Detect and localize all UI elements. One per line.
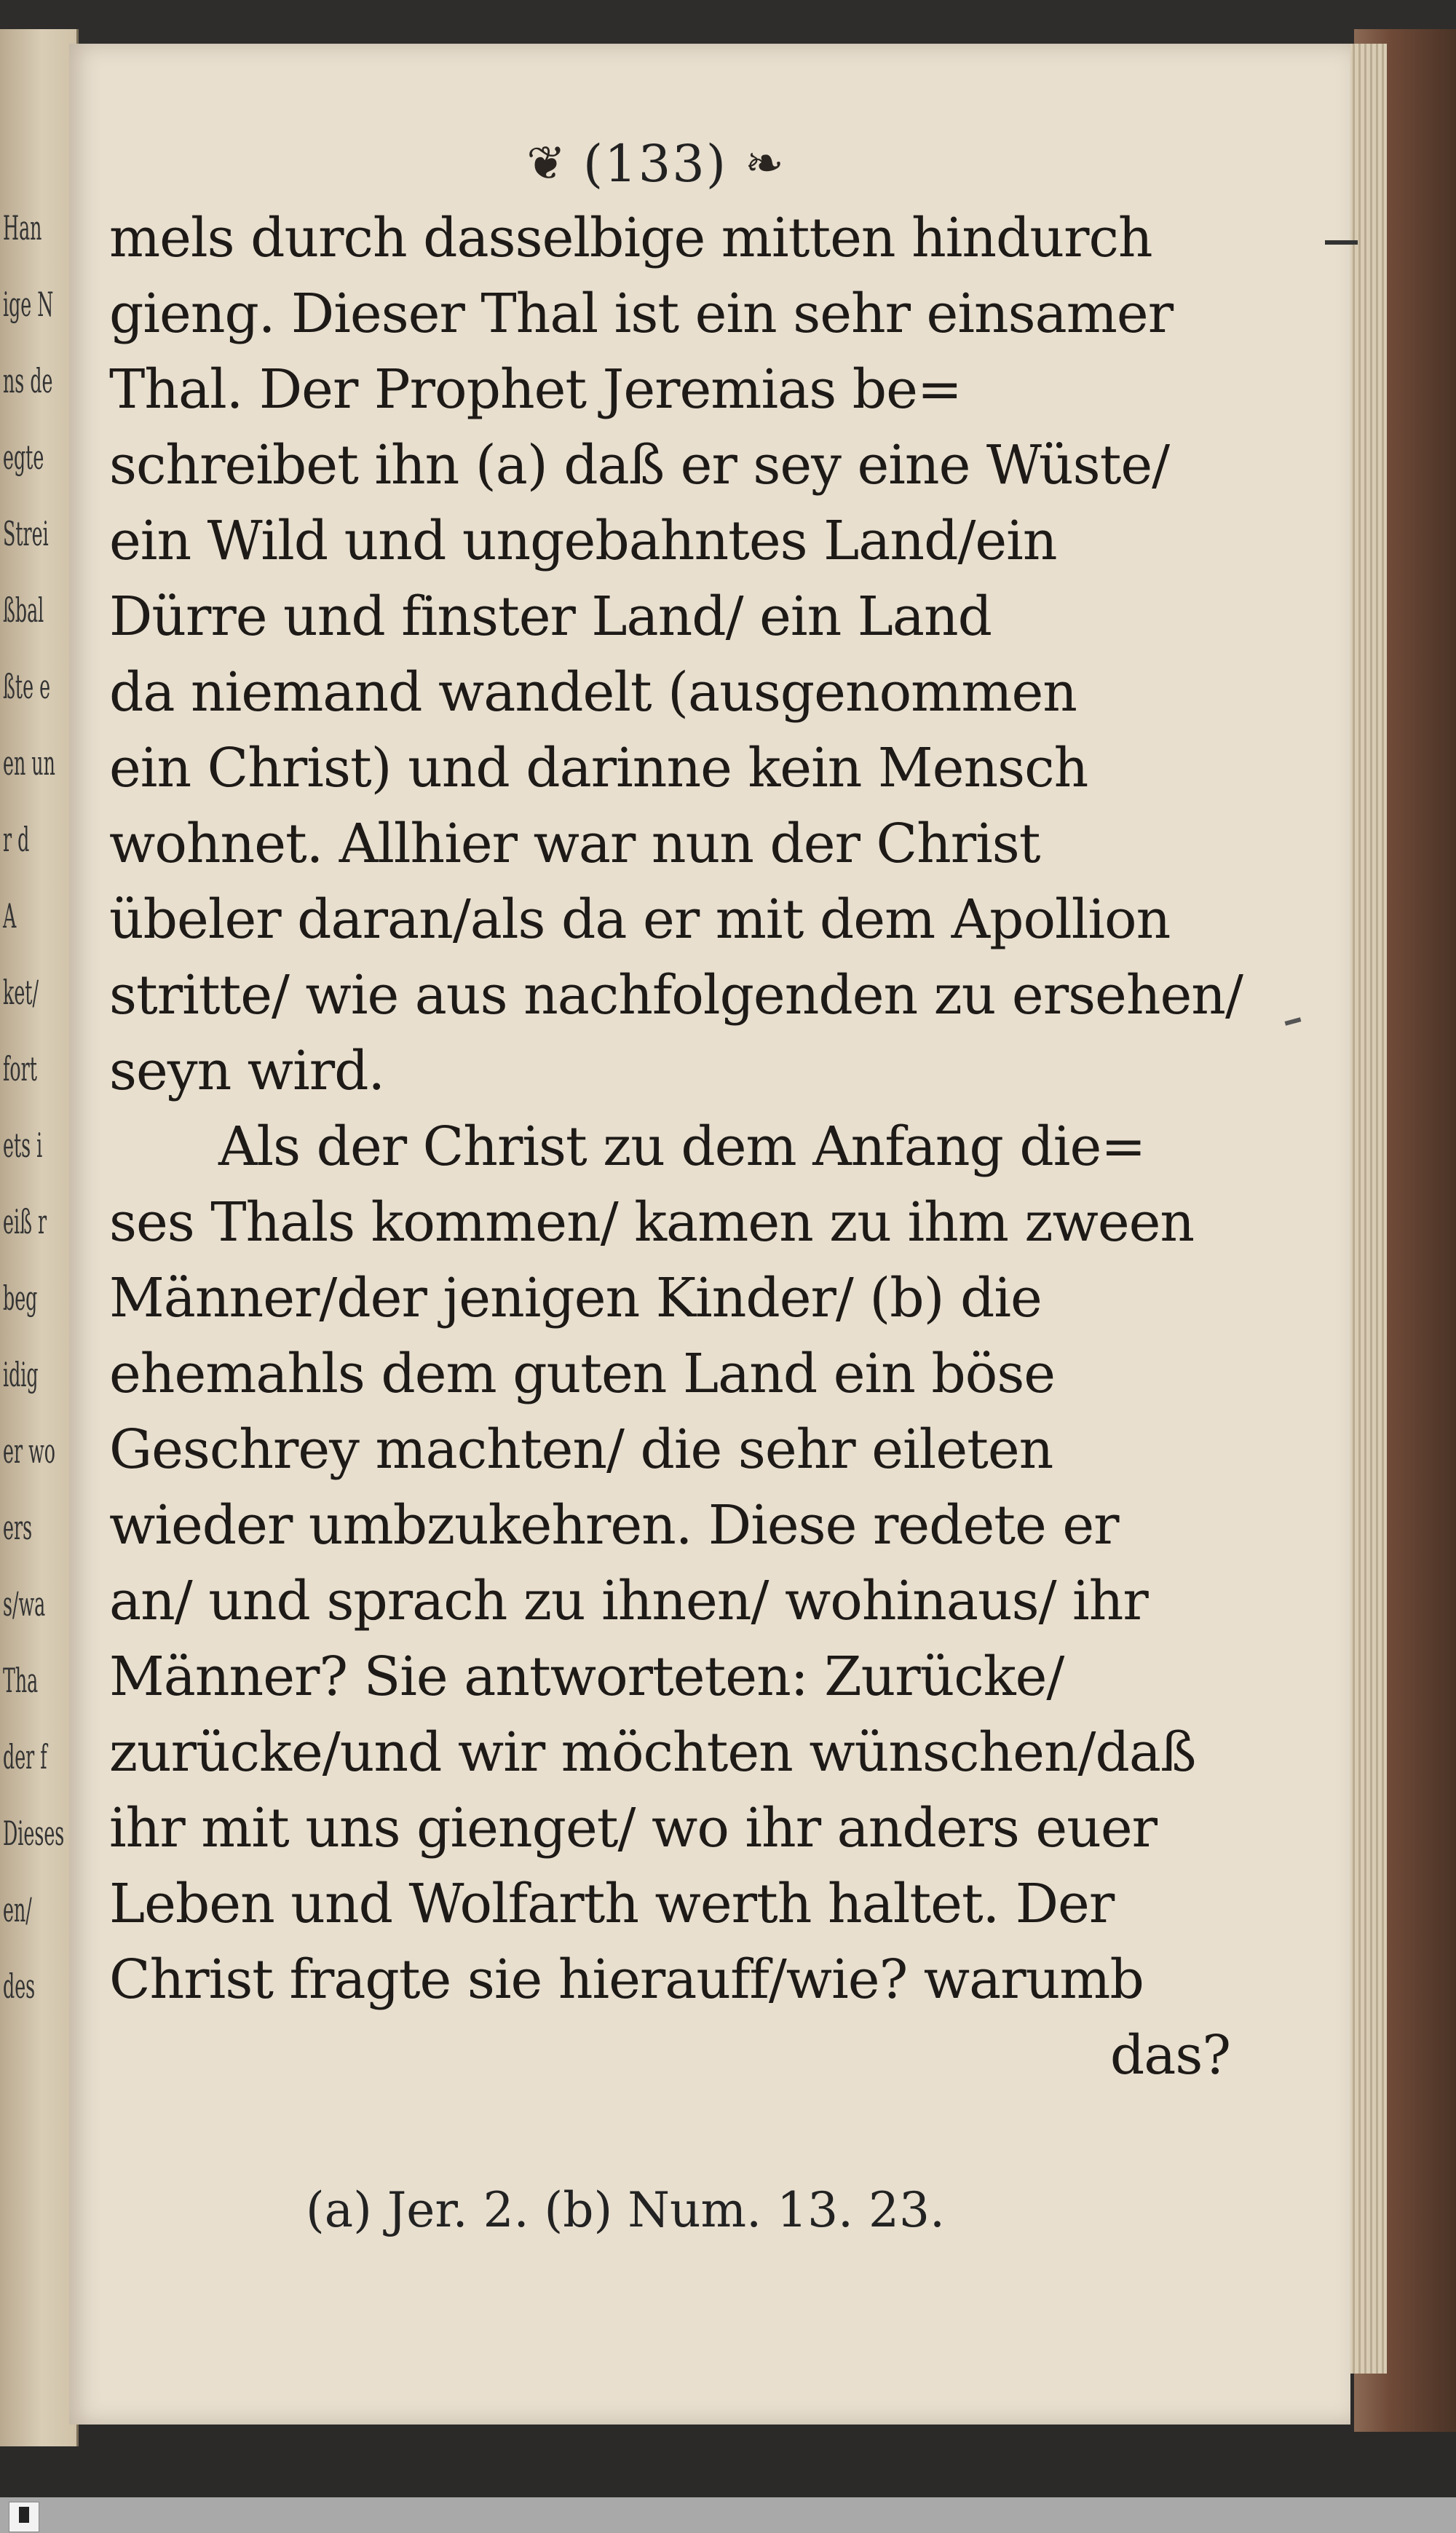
facing-page-text: A xyxy=(3,896,17,936)
text-line: wohnet. Allhier war nun der Christ xyxy=(109,813,1040,875)
library-logo-icon xyxy=(9,2502,39,2532)
text-line: Als der Christ zu dem Anfang die= xyxy=(218,1115,1146,1178)
text-line: gieng. Dieser Thal ist ein sehr einsamer xyxy=(109,282,1174,345)
text-line: ein Wild und ungebahntes Land/ein xyxy=(109,510,1057,572)
facing-page-text: ßte e xyxy=(3,667,51,706)
facing-page-text: Tha xyxy=(3,1661,39,1700)
ornament-right-icon: ❧ xyxy=(745,137,784,191)
viewer-footer xyxy=(0,2497,1456,2533)
text-line: seyn wird. xyxy=(109,1040,385,1102)
facing-page-text: ers xyxy=(3,1508,33,1547)
text-line: Thal. Der Prophet Jeremias be= xyxy=(109,358,962,421)
text-line: zurücke/und wir möchten wünschen/daß xyxy=(109,1721,1196,1784)
facing-page-text: eiß r xyxy=(3,1202,47,1241)
catchword: das? xyxy=(1109,2024,1230,2087)
facing-page-text: en/ xyxy=(3,1890,32,1929)
text-line: stritte/ wie aus nachfolgenden zu ersehen/ xyxy=(109,964,1243,1027)
facing-page-text: ket/ xyxy=(3,973,39,1012)
facing-page-text: Dieses xyxy=(3,1814,65,1853)
facing-page-text: r d xyxy=(3,820,30,859)
text-line: wieder umbzukehren. Diese redete er xyxy=(109,1494,1119,1557)
facing-page-text: beg xyxy=(3,1279,38,1318)
facing-page-text: des xyxy=(3,1967,36,2006)
facing-page-text: Strei xyxy=(3,514,49,553)
text-line: ein Christ) und darinne kein Mensch xyxy=(109,737,1088,799)
facing-page-text: ßbal xyxy=(3,590,44,630)
facing-page-text: Han xyxy=(3,208,42,248)
body-text xyxy=(109,200,1245,2093)
text-line: Männer/der jenigen Kinder/ (b) die xyxy=(109,1267,1042,1329)
text-line: ihr mit uns gienget/ wo ihr anders euer xyxy=(109,1797,1158,1860)
facing-page-text: ns de xyxy=(3,361,53,400)
text-line: Geschrey machten/ die sehr eileten xyxy=(109,1418,1053,1481)
facing-page-text: idig xyxy=(3,1355,39,1394)
text-line: an/ und sprach zu ihnen/ wohinaus/ ihr xyxy=(109,1570,1148,1632)
text-line: ehemahls dem guten Land ein böse xyxy=(109,1343,1056,1405)
facing-page-text: er wo xyxy=(3,1431,55,1471)
text-line: da niemand wandelt (ausgenommen xyxy=(109,661,1077,724)
facing-page-text: ets i xyxy=(3,1126,43,1165)
text-line: Christ fragte sie hierauff/wie? warumb xyxy=(109,1948,1144,2011)
text-line: ses Thals kommen/ kamen zu ihm zween xyxy=(109,1191,1195,1254)
text-line: Dürre und finster Land/ ein Land xyxy=(109,585,992,648)
text-line: mels durch dasselbige mitten hindurch xyxy=(109,207,1152,269)
footnote: (a) Jer. 2. (b) Num. 13. 23. xyxy=(306,2181,945,2238)
facing-page-text: egte xyxy=(3,438,44,477)
facing-page-text: en un xyxy=(3,743,55,783)
text-line: schreibet ihn (a) daß er sey eine Wüste/ xyxy=(109,434,1170,497)
text-line: übeler daran/als da er mit dem Apollion xyxy=(109,888,1171,951)
facing-page-text: s/wa xyxy=(3,1584,46,1624)
text-line: Leben und Wolfarth werth haltet. Der xyxy=(109,1873,1115,1935)
text-line: Männer? Sie antworteten: Zurücke/ xyxy=(109,1645,1064,1708)
facing-page-text: der f xyxy=(3,1737,47,1777)
facing-page-text: ige N xyxy=(3,285,54,324)
margin-dash xyxy=(1325,240,1358,245)
facing-page-text: fort xyxy=(3,1049,37,1088)
facing-page-fragment xyxy=(0,29,79,2446)
ornament-left-icon: ❦ xyxy=(526,137,566,191)
page-number: (133) xyxy=(582,134,728,194)
page-header xyxy=(466,131,844,197)
